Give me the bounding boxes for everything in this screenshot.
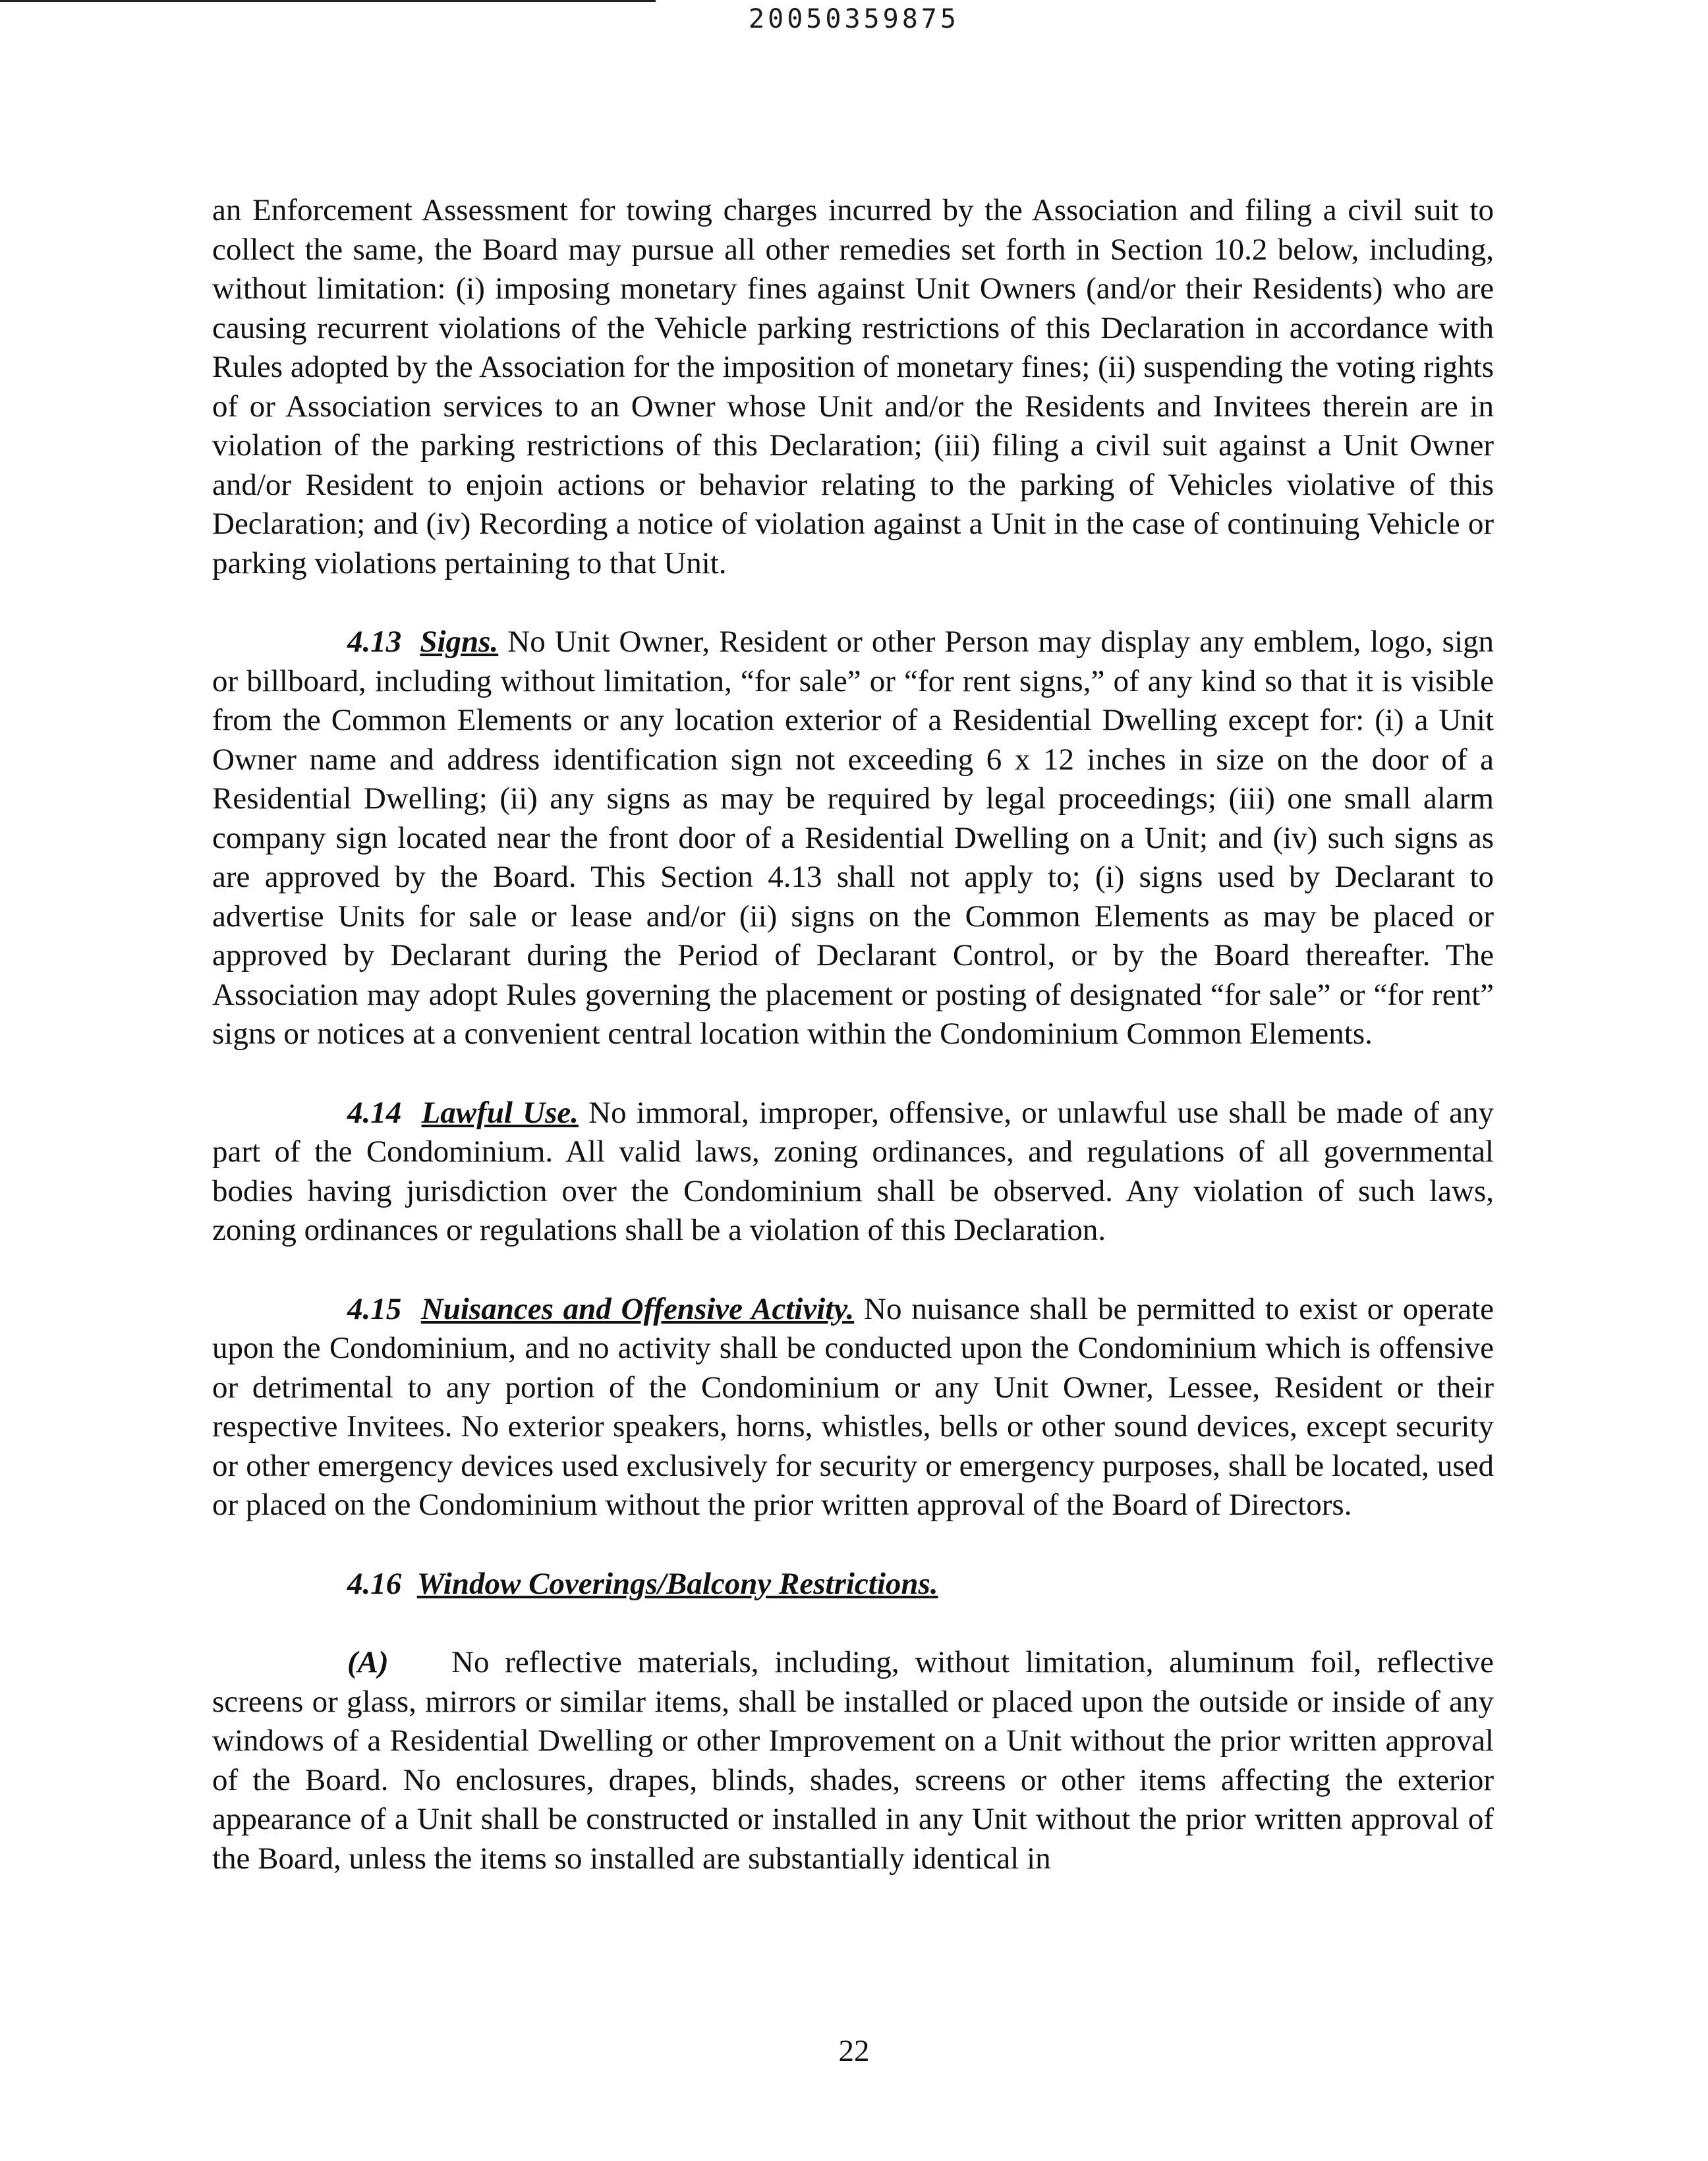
section-4-14-number: 4.14 [347,1095,402,1130]
section-4-15-text: No nuisance shall be permitted to exist or operate upon the Condominium, and no activity shall be conducted upon the Condominium which is offensive or detrimental to any portion of the Condominium or any Unit Owner, Lessee, Resident or their respective Invitees. No exterior speakers, horns, whistles, bells or other sound devices, except security or other emergency devices used exclusively for security or emergency purposes, shall be located, used or placed on the Condominium without the prior written approval of the Board of Directors. [212,1291,1494,1522]
section-4-14-title: Lawful Use. [421,1095,579,1130]
section-4-16-a-label: (A) [347,1645,389,1679]
page-number: 22 [838,2034,870,2068]
intro-paragraph: an Enforcement Assessment for towing charges incurred by the Association and filing a civil suit to collect the same, the Board may pursue all other remedies set forth in Section 10.2 below, including, without limitation: (i) imposing monetary fines against Unit Owners (and/or their Residents) who are causing recurrent violations of the Vehicle parking restrictions of this Declaration in accordance with Rules adopted by the Association for the imposition of monetary fines; (ii) suspending the voting rights of or Association services to an Owner whose Unit and/or the Residents and Invitees therein are in violation of the parking restrictions of this Declaration; (iii) filing a civil suit against a Unit Owner and/or Resident to enjoin actions or behavior relating to the parking of Vehicles violative of this Declaration; and (iv) Recording a notice of violation against a Unit in the case of continuing Vehicle or parking violations pertaining to that Unit. [212,193,1494,580]
section-4-16-a-text: No reflective materials, including, without limitation, aluminum foil, reflective screens or glass, mirrors or similar items, shall be installed or placed upon the outside or inside of any windows of a Residential Dwelling or other Improvement on a Unit without the prior written approval of the Board. No enclosures, drapes, blinds, shades, screens or other items affecting the exterior appearance of a Unit shall be constructed or installed in any Unit without the prior written approval of the Board, unless the items so installed are substantially identical in [212,1645,1494,1876]
section-4-16-a [212,1643,1494,1878]
section-4-16-title: Window Coverings/Balcony Restrictions. [416,1566,938,1601]
section-4-16-heading [212,1565,1494,1604]
section-4-15 [212,1290,1494,1525]
section-4-16-number: 4.16 [347,1566,402,1601]
section-4-14 [212,1094,1494,1250]
section-4-15-number: 4.15 [347,1291,402,1326]
page-body [212,191,1494,1878]
section-4-15-title: Nuisances and Offensive Activity. [420,1291,855,1326]
section-4-13 [212,623,1494,1054]
top-border-line [0,0,656,2]
section-4-14-text: No immoral, improper, offensive, or unlawful use shall be made of any part of the Condominium. All valid laws, zoning ordinances, and regulations of all governmental bodies having jurisdiction over the Condominium shall be observed. Any violation of such laws, zoning ordinances or regulations shall be a violation of this Declaration. [212,1095,1494,1247]
section-4-13-text: No Unit Owner, Resident or other Person may display any emblem, logo, sign or billboard, including without limitation, “for sale” or “for rent signs,” of any kind so that it is visible from the Common Elements or any location exterior of a Residential Dwelling except for: (i) a Unit Owner name and address identification sign not exceeding 6 x 12 inches in size on the door of a Residential Dwelling; (ii) any signs as may be required by legal proceedings; (iii) one small alarm company sign located near the front door of a Residential Dwelling on a Unit; and (iv) such signs as are approved by the Board. This Section 4.13 shall not apply to; (i) signs used by Declarant to advertise Units for sale or lease and/or (ii) signs on the Common Elements as may be placed or approved by Declarant during the Period of Declarant Control, or by the Board thereafter. The Association may adopt Rules governing the placement or posting of designated “for sale” or “for rent” signs or notices at a convenient central location within the Condominium Common Elements. [212,625,1494,1051]
section-4-13-number: 4.13 [347,625,402,659]
document-number: 20050359875 [749,4,959,34]
section-4-13-title: Signs. [420,625,499,659]
